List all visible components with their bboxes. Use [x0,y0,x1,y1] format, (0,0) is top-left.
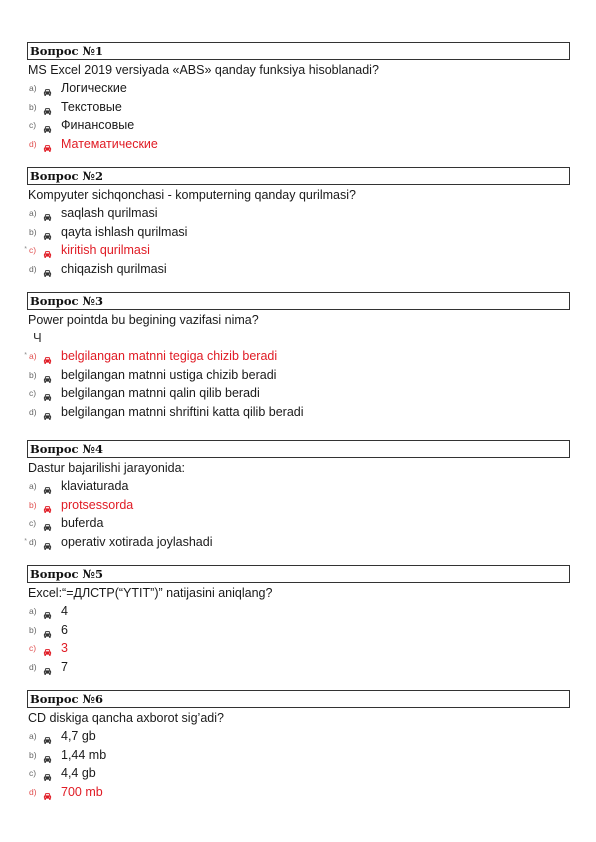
question-title: Вопрос №4 [27,440,570,458]
option-text: belgilangan matnni qalin qilib beradi [61,386,260,400]
option-letter: c) [29,245,37,255]
question-text: Dastur bajarilishi jarayonida: [28,461,186,475]
options-list [24,204,570,278]
option-text: buferda [61,516,104,530]
option-d [24,533,570,552]
question-text: CD diskiga qancha axborot sig’adi? [28,711,224,725]
option-letter: a) [29,208,37,218]
underline-glyph: Ч [33,330,42,345]
option-b [27,366,570,385]
option-text: 700 mb [61,784,103,799]
question-2 [24,167,570,278]
option-letter: c) [29,768,37,778]
option-letter: c) [29,518,37,528]
car-icon [43,788,52,807]
options-list [27,727,570,801]
option-text: 4,7 gb [61,729,96,743]
selected-marker: * [24,352,27,359]
option-letter: a) [29,731,37,741]
option-text: saqlash qurilmasi [61,206,158,220]
selected-marker: * [24,246,27,253]
option-letter: b) [29,101,37,112]
option-text: belgilangan matnni shriftini katta qilib beradi [61,404,304,419]
option-text: 1,44 mb [61,747,107,762]
question-title: Вопрос №6 [27,690,570,708]
option-letter: b) [29,624,37,635]
question-title: Вопрос №3 [27,292,570,310]
option-d [27,783,570,802]
option-b [27,621,570,640]
question-text: Excel:“=ДЛСТР(“YTIT”)” natijasini aniqlang? [28,586,273,600]
option-d [27,135,570,154]
option-b [27,223,570,242]
options-list [27,79,570,153]
option-letter: d) [29,263,37,274]
question-6 [27,690,570,801]
option-text: qayta ishlash qurilmasi [61,224,188,239]
option-letter: d) [29,786,37,797]
option-c [27,639,570,658]
option-text: kiritish qurilmasi [61,243,150,257]
option-letter: a) [29,606,37,616]
options-list [24,347,570,421]
option-b [27,496,570,515]
option-text: Логические [61,81,127,95]
options-list [24,477,570,551]
option-c [27,384,570,403]
question-5 [27,565,570,676]
question-text: Kompyuter sichqonchasi - komputerning qanday qurilmasi? [28,188,356,202]
option-letter: d) [29,138,37,149]
question-4 [24,440,570,551]
option-letter: d) [29,536,37,547]
option-letter: b) [29,226,37,237]
option-text: 4 [61,604,68,618]
option-letter: b) [29,749,37,760]
option-a [27,204,570,223]
car-icon [43,538,52,557]
car-icon [43,408,52,427]
option-a [27,477,570,496]
option-letter: b) [29,499,37,510]
option-text: belgilangan matnni ustiga chizib beradi [61,367,277,382]
option-letter: a) [29,83,37,93]
selected-marker: * [24,537,27,545]
option-c [27,514,570,533]
option-a [24,347,570,366]
option-d [27,658,570,677]
option-letter: d) [29,661,37,672]
option-text: operativ xotirada joylashadi [61,534,213,549]
option-text: 3 [61,641,68,655]
option-text: 6 [61,622,68,637]
option-d [27,403,570,422]
option-letter: d) [29,406,37,417]
option-letter: c) [29,643,37,653]
option-b [27,98,570,117]
options-list [27,602,570,676]
option-letter: a) [29,481,37,491]
option-c [24,241,570,260]
option-b [27,746,570,765]
option-text: chiqazish qurilmasi [61,261,167,276]
option-a [27,602,570,621]
question-title: Вопрос №2 [27,167,570,185]
option-letter: a) [29,351,37,361]
option-c [27,764,570,783]
option-text: Текстовые [61,99,122,114]
option-text: 4,4 gb [61,766,96,780]
option-text: klaviaturada [61,479,129,493]
question-3 [24,292,570,421]
option-text: Математические [61,136,158,151]
option-d [27,260,570,279]
car-icon [43,140,52,159]
question-title: Вопрос №5 [27,565,570,583]
option-text: Финансовые [61,118,135,132]
question-1 [27,42,570,153]
option-a [27,79,570,98]
option-text: 7 [61,659,68,674]
option-text: protsessorda [61,497,134,512]
question-title: Вопрос №1 [27,42,570,60]
option-letter: c) [29,388,37,398]
car-icon [43,265,52,284]
question-text: Power pointda bu begining vazifasi nima? [28,313,259,327]
option-c [27,116,570,135]
option-letter: b) [29,369,37,380]
question-text: MS Excel 2019 versiyada «ABS» qanday funksiya hisoblanadi? [28,63,379,77]
option-letter: c) [29,120,37,130]
option-a [27,727,570,746]
option-text: belgilangan matnni tegiga chizib beradi [61,349,278,363]
car-icon [43,663,52,682]
